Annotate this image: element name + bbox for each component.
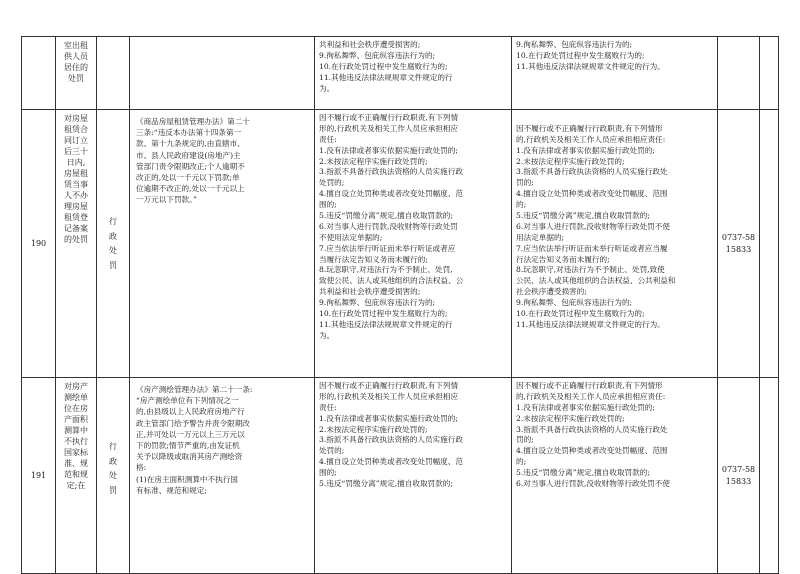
legal-basis-line: 有标准、规范和规定; xyxy=(136,485,207,495)
legal-basis-line: 《商品房屋租赁管理办法》第二十 xyxy=(136,117,250,126)
contact-phone xyxy=(718,378,760,574)
item-name-line: 人不办 xyxy=(64,191,88,200)
responsibility-text-line: 9.徇私舞弊、包庇纵容违法行为的; xyxy=(319,298,436,308)
category xyxy=(97,110,130,378)
remarks-cell xyxy=(760,378,779,574)
responsibility-text-line: 责任: xyxy=(319,402,337,412)
accountability-text-line: 用法定单据的; xyxy=(516,232,565,242)
item-name-line: 国家标 xyxy=(64,448,88,457)
item-name-line: 租赁登 xyxy=(64,213,88,222)
legal-basis-line: 款、第十九条规定的,由直辖市、 xyxy=(136,139,245,149)
accountability-text-line: 10.在行政处罚过程中发生腐败行为的; xyxy=(516,50,645,60)
item-name-line: 同订立 xyxy=(64,136,88,145)
responsibility-text-line: 处罚的; xyxy=(319,446,345,456)
category-line: 行 xyxy=(109,442,117,451)
accountability-text-line: 行法定告知义务而未履行的; xyxy=(516,254,610,264)
item-name-line: 租赁合 xyxy=(64,125,88,134)
item-name-line: 产面积 xyxy=(64,415,88,424)
item-name-line: 后三十 xyxy=(64,147,88,156)
penalty-table xyxy=(21,36,779,574)
responsibility-text-line: 因不履行或不正确履行行政职责,有下列情 xyxy=(319,113,459,122)
legal-basis-line: 三条:“违反本办法第十四条第一 xyxy=(136,128,242,138)
legal-basis-line: 政主管部门给予警告并责令限期改 xyxy=(136,418,250,428)
legal-basis xyxy=(130,110,315,378)
legal-basis-line: (1)在房主面积测算中不执行国 xyxy=(136,474,238,484)
item-name xyxy=(56,37,97,110)
accountability-text xyxy=(512,378,718,574)
category-line: 处 xyxy=(109,246,117,255)
table-body xyxy=(22,37,779,574)
accountability-text-line: 11.其他违反法律法规规章文件规定的行为。 xyxy=(516,319,665,329)
responsibility-text-line: 9.徇私舞弊、包庇纵容违法行为的; xyxy=(319,50,436,60)
item-name-line: 处罚 xyxy=(68,74,84,83)
row-number: 190 xyxy=(22,110,56,378)
responsibility-text-line: 3.指派不具备行政执法资格的人员实施行政 xyxy=(319,435,463,445)
responsibility-text-line: 不使用法定单据的; xyxy=(319,232,383,242)
responsibility-text-line: 为。 xyxy=(319,83,335,93)
legal-basis-line: 格: xyxy=(136,463,147,473)
responsibility-text-line: 形的,行政机关及相关工作人员应承担相应 xyxy=(319,123,459,133)
item-name-line: 范和规 xyxy=(64,470,88,479)
accountability-text-line: 的; xyxy=(516,200,527,210)
responsibility-text-line: 1.没有法律或者事实依据实施行政处罚的; xyxy=(319,145,458,155)
item-name-line: 理房屋 xyxy=(64,202,88,211)
accountability-text-line: 罚的; xyxy=(516,435,534,445)
contact-phone-line: 0737-58 xyxy=(721,464,756,474)
legal-basis-line: 下的罚款;情节严重的,由发证机 xyxy=(136,440,240,450)
accountability-text-line: 的; xyxy=(516,457,527,467)
responsibility-text-line: 8.玩忽职守,对违法行为不予制止、处罚, xyxy=(319,265,453,275)
responsibility-text-line: 3.指派不具备行政执法资格的人员实施行政 xyxy=(319,167,463,177)
accountability-text-line xyxy=(516,113,714,124)
legal-basis-line: 《房产测绘管理办法》第二十一条: xyxy=(136,385,253,394)
category xyxy=(97,378,130,574)
item-name-line: 测算中 xyxy=(64,426,88,435)
accountability-text-line: 11.其他违反法律法规规章文件规定的行为。 xyxy=(516,61,665,71)
category-line: 罚 xyxy=(109,260,117,270)
accountability-text-line: 2.未按法定程序实施行政处罚的; xyxy=(516,413,625,423)
responsibility-text-line: 10.在行政处罚过程中发生腐败行为的; xyxy=(319,61,448,71)
remarks-cell xyxy=(760,110,779,378)
legal-basis-line: 的,由县级以上人民政府房地产行 xyxy=(136,407,245,417)
responsibility-text-line: 处罚的; xyxy=(319,178,345,188)
legal-basis-line: 一万元以下罚款。” xyxy=(136,195,197,205)
responsibility-text-line: 围的; xyxy=(319,468,337,478)
accountability-text-line: 5.违反“罚缴分离”规定,擅自收取罚款的; xyxy=(516,211,650,221)
responsibility-text-line: 致使公民、法人或其他组织的合法权益、公 xyxy=(319,276,464,286)
contact-phone-line: 15833 xyxy=(725,476,752,486)
responsibility-text-line: 形的,行政机关及相关工作人员应承担相应 xyxy=(319,391,459,401)
item-name-line: 准、规 xyxy=(64,459,88,468)
legal-basis xyxy=(130,378,315,574)
responsibility-text-line: 因不履行或不正确履行行政职责,有下列情 xyxy=(319,381,459,390)
accountability-text-line: 因不履行或不正确履行行政职责,有下列情形 xyxy=(516,123,663,133)
responsibility-text-line: 10.在行政处罚过程中发生腐败行为的; xyxy=(319,309,448,319)
responsibility-text xyxy=(315,110,512,378)
accountability-text-line: 1.没有法律或者事实依据实施行政处罚的; xyxy=(516,145,655,155)
category-line: 处 xyxy=(109,471,117,480)
category-line: 政 xyxy=(109,456,117,466)
item-name-line: 赁当事 xyxy=(64,180,88,189)
accountability-text-line: 10.在行政处罚过程中发生腐败行为的; xyxy=(516,309,645,319)
responsibility-text-line: 共利益和社会秩序遭受损害的; xyxy=(319,287,421,297)
item-name-line: 日内, xyxy=(66,158,86,167)
responsibility-text xyxy=(315,37,512,110)
responsibility-text-line: 1.没有法律或者事实依据实施行政处罚的; xyxy=(319,413,458,423)
item-name-line: 测绘单 xyxy=(64,393,88,402)
category xyxy=(97,37,130,110)
accountability-text-line: 3.指派不具备行政执法资格的人员实施行政处 xyxy=(516,424,668,434)
responsibility-text-line: 6.对当事人进行罚款,没收财物等行政处罚 xyxy=(319,221,458,231)
contact-phone-line: 15833 xyxy=(725,244,752,254)
row-number: 191 xyxy=(22,378,56,574)
item-name-line: 位在房 xyxy=(64,404,88,413)
remarks-cell xyxy=(760,37,779,110)
item-name-line: 对房屋 xyxy=(64,114,88,123)
item-name-line: 记备案 xyxy=(64,224,88,233)
row-number xyxy=(22,37,56,110)
table-row xyxy=(22,37,779,110)
contact-phone xyxy=(718,37,760,110)
accountability-text-line: 4.擅自设立处罚种类或者改变处罚幅度、范围 xyxy=(516,446,668,456)
responsibility-text-line: 责任: xyxy=(319,134,337,144)
item-name-line: 对房产 xyxy=(64,382,88,391)
accountability-text-line: 4.擅自设立处罚种类或者改变处罚幅度、范围 xyxy=(516,189,668,199)
accountability-text-line: 1.没有法律或者事实依据实施行政处罚的; xyxy=(516,402,655,412)
accountability-text-line: 的,行政机关及相关工作人员应承担相应责任: xyxy=(516,134,666,144)
accountability-text-line: 因不履行或不正确履行行政职责,有下列情形 xyxy=(516,381,663,390)
responsibility-text-line: 5.违反“罚缴分离”规定,擅自收取罚款的; xyxy=(319,479,453,489)
legal-basis-line: 市、县人民政府建设(房地产)主 xyxy=(136,150,241,160)
contact-phone xyxy=(718,110,760,378)
table-row xyxy=(22,378,779,574)
accountability-text-line: 2.未按法定程序实施行政处罚的; xyxy=(516,156,625,166)
accountability-text-line: 8.玩忽职守,对违法行为不予制止、处罚,致使 xyxy=(516,265,665,275)
item-name-line: 不执行 xyxy=(64,437,88,446)
responsibility-text-line: 共利益和社会秩序遭受损害的; xyxy=(319,40,421,49)
responsibility-text-line: 为。 xyxy=(319,330,335,340)
accountability-text-line: 9.徇私舞弊、包庇纵容违法行为的; xyxy=(516,298,633,308)
responsibility-text-line: 2.未按法定程序实施行政处罚的; xyxy=(319,424,428,434)
responsibility-text-line: 5.违反“罚缴分离”规定,擅自收取罚款的; xyxy=(319,211,453,221)
item-name-line: 居住的 xyxy=(64,63,88,72)
accountability-text-line: 罚的; xyxy=(516,178,534,188)
legal-basis-line: 管部门责令限期改正;个人逾期不 xyxy=(136,161,245,171)
accountability-text xyxy=(512,110,718,378)
item-name xyxy=(56,110,97,378)
legal-basis-line: 位逾期不改正的,处以一千元以上 xyxy=(136,184,245,194)
responsibility-text-line: 2.未按法定程序实施行政处罚的; xyxy=(319,156,428,166)
category-line: 罚 xyxy=(109,485,117,495)
accountability-text-line: 3.指派不具备行政执法资格的人员实施行政处 xyxy=(516,167,668,177)
contact-phone-line: 0737-58 xyxy=(721,232,756,242)
responsibility-text-line: 4.擅自设立处罚种类或者改变处罚幅度、范 xyxy=(319,189,463,199)
accountability-text-line: 6.对当事人进行罚款,没收财物等行政处罚不使 xyxy=(516,479,670,489)
responsibility-text-line: 4.擅自设立处罚种类或者改变处罚幅度、范 xyxy=(319,457,463,467)
legal-basis-line: “房产测绘单位有下列情况之一 xyxy=(136,396,239,406)
legal-basis xyxy=(130,37,315,110)
category-line: 政 xyxy=(109,231,117,241)
accountability-text-line: 7.应当依法举行听证而未举行听证或者应当履 xyxy=(516,243,668,253)
legal-basis-line: 正,并可处以一万元以上三万元以 xyxy=(136,429,245,439)
category-line: 行 xyxy=(109,217,117,226)
legal-basis-line: 关予以降级或取消其房产测绘资 xyxy=(136,452,243,462)
responsibility-text-line: 7.应当依法举行听证而未举行听证或者应 xyxy=(319,243,456,253)
item-name-line: 室出租 xyxy=(64,41,88,50)
item-name-line: 房屋租 xyxy=(64,169,88,178)
responsibility-text-line: 围的; xyxy=(319,200,337,210)
table-row xyxy=(22,110,779,378)
responsibility-text-line: 当履行法定告知义务而未履行的; xyxy=(319,254,428,264)
item-name-line: 的处罚 xyxy=(64,235,88,244)
accountability-text xyxy=(512,37,718,110)
accountability-text-line: 的,行政机关及相关工作人员应承担相应责任: xyxy=(516,391,666,401)
item-name xyxy=(56,378,97,574)
accountability-text-line: 6.对当事人进行罚款,没收财物等行政处罚不使 xyxy=(516,221,670,231)
responsibility-text-line: 11.其他违反法律法规规章文件规定的行 xyxy=(319,72,453,82)
accountability-text-line: 5.违反“罚缴分离”规定,擅自收取罚款的; xyxy=(516,468,650,478)
item-name-line: 供人员 xyxy=(64,52,88,61)
accountability-text-line: 公民、法人或其他组织的合法权益、公共利益和 xyxy=(516,276,676,286)
accountability-text-line: 9.徇私舞弊、包庇纵容违法行为的; xyxy=(516,40,633,49)
accountability-text-line: 社会秩序遭受损害的; xyxy=(516,287,587,297)
responsibility-text xyxy=(315,378,512,574)
responsibility-text-line: 11.其他违反法律法规规章文件规定的行 xyxy=(319,319,453,329)
item-name-line: 定;在 xyxy=(66,481,86,490)
legal-basis-line: 改正的,处以一千元以下罚款;单 xyxy=(136,172,240,182)
